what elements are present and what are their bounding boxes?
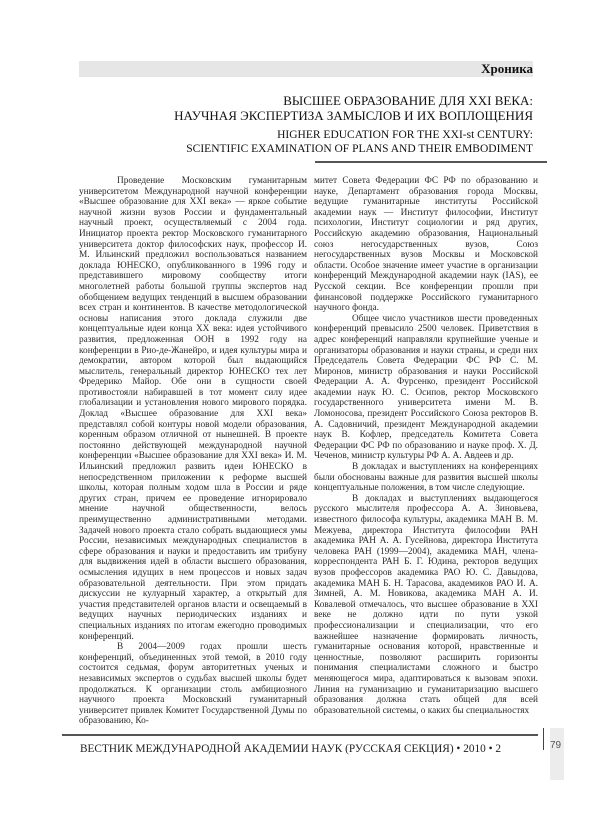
right-column (314, 176, 538, 716)
paragraph: В докладах и выступлениях выдающегося русского мыслителя профессора А. А. Зиновьева, известного философа культуры, академика МАН В. М. Межуева, директора Института философии РАН академика РАН А. А. Гусейнова, директора Института человека РАН (1999—2004), академика МАН, члена-корреспондента РАН Б. Г. Юдина, ректоров ведущих вузов профессоров академика РАО Ю. С. Давыдова, академика МАН Б. Н. Тарасова, академиков РАО И. А. Зимней, А. М. Новикова, академика МАН А. И. Ковалевой отмечалось, что высшее образование в XXI веке не должно идти по пути узкой профессионализации и специализации, что его важнейшее назначение формировать личность, гуманитарные основания которой, нравственные и ценностные, позволяют расширить горизонты понимания специалистами сложного и быстро меняющегося мира, адаптироваться к вызовам эпохи. Линия на гуманизацию и гуманитаризацию высшего образования должна стать общей для всей образовательной системы, о каких бы специальностях (314, 493, 538, 716)
paragraph: Общее число участников шести проведенных конференций превысило 2500 человек. Приветствия в адрес конференций направляли крупнейшие ученые и организаторы образования и науки страны, и среди них Председатель Совета Федерации ФС РФ С. М. Миронов, министр образования и науки Российской Федерации А. А. Фурсенко, президент Российской академии наук Ю. С. Осипов, ректор Московского государственного университета имени М. В. Ломоносова, президент Российского Союза ректоров В. А. Садовничий, президент Международной академии наук В. Кофлер, председатель Комитета Совета Федерации ФС РФ по образованию и науке проф. Х. Д. Чеченов, министр культуры РФ А. А. Авдеев и др. (314, 313, 538, 462)
left-column (79, 176, 307, 727)
paragraph: В 2004—2009 годах прошли шесть конференций, объединенных этой темой, в 2010 году состоится седьмая, форум авторитетных ученых и независимых экспертов о судьбах высшей школы будет продолжаться. К организации столь амбициозного научного проекта Московский гуманитарный университет привлек Комитет Государственной Думы по образованию, Ко- (79, 642, 307, 727)
rubric-band (79, 61, 533, 77)
footer-rule (62, 734, 538, 736)
paragraph: Проведение Московским гуманитарным университетом Международной научной конференции «Высшее образование для XXI века» — яркое событие научной жизни вузов России и фундаментальный научный проект, осуществляемый с 2004 года. Инициатор проекта ректор Московского гуманитарного университета доктор философских наук, профессор И. М. Ильинский предложил воспользоваться названием доклада ЮНЕСКО, опубликованного в 1996 году и представившего мировому сообществу итоги многолетней работы большой группы экспертов над обобщением ведущих тенденций в высшем образовании всех стран и континентов. В качестве методологической основы написания этого доклада служили две концептуальные идеи конца XX века: идея устойчивого развития, предложенная ООН в 1992 году на конференции в Рио-де-Жанейро, и идея культуры мира и демократии, автором которой был выдающийся мыслитель, генеральный директор ЮНЕСКО тех лет Фредерико Майор. Обе они в сущности своей противостояли набиравшей в тот момент силу идее глобализации и установления нового мирового порядка. Доклад «Высшее образование для XXI века» представлял собой контуры новой модели образования, коренным образом отличной от нынешней. В проекте постоянно действующей международной научной конференции «Высшее образование для XXI века» И. М. Ильинский предложил развить идеи ЮНЕСКО в непосредственном приложении к реформе высшей школы, которая полным ходом шла в России и ряде других стран, причем ее проведение игнорировало мнение научной общественности, велось преимущественно административными методами. Задачей нового проекта стало собрать выдающиеся умы России, независимых международных специалистов в сфере образования и науки и предоставить им трибуну для выдвижения идей в области высшего образования, осмысления идущих в нем процессов и новых задач образовательной деятельности. При этом придать дискуссии не кулуарный характер, а открытый для участия представителей органов власти и освещаемый в ведущих научных периодических изданиях и специальных изданиях по итогам ежегодно проводимых конференций. (79, 176, 307, 642)
article-title-ru (174, 93, 533, 123)
title-ru-line-1: ВЫСШЕЕ ОБРАЗОВАНИЕ ДЛЯ XXI ВЕКА: (283, 93, 533, 108)
column-divider-rule (315, 161, 547, 163)
paragraph: митет Совета Федерации ФС РФ по образованию и науке, Департамент образования города Москвы, ведущие гуманитарные институты Российской академии наук — Институт философии, Институт психологии, Институт социологии и ряд других, Российскую академию образования, Национальный союз негосударственных вузов, Союз негосударственных вузов Москвы и Московской области. Особое значение имеет участие в организации конференций Международной академии наук (IAS), ее Русской секции. Все конференции прошли при финансовой поддержке Российского гуманитарного научного фонда. (314, 176, 538, 314)
page-number-box (550, 728, 564, 780)
page-number: 79 (550, 740, 562, 751)
journal-footer: ВЕСТНИК МЕЖДУНАРОДНОЙ АКАДЕМИИ НАУК (РУССКАЯ СЕКЦИЯ) • 2010 • 2 (80, 743, 502, 755)
footer-vertical-rule (543, 728, 544, 750)
title-ru-line-2: НАУЧНАЯ ЭКСПЕРТИЗА ЗАМЫСЛОВ И ИХ ВОПЛОЩЕНИЯ (174, 108, 533, 123)
title-en-line-2: SCIENTIFIC EXAMINATION OF PLANS AND THEIR EMBODIMENT (186, 143, 533, 155)
title-en-line-1: HIGHER EDUCATION FOR THE XXI-st CENTURY: (277, 129, 533, 141)
paragraph: В докладах и выступлениях на конференциях были обоснованы важные для развития высшей школы концептуальные положения, в том числе следующие. (314, 462, 538, 494)
article-title-en (186, 128, 533, 156)
section-rubric: Хроника (481, 61, 533, 76)
